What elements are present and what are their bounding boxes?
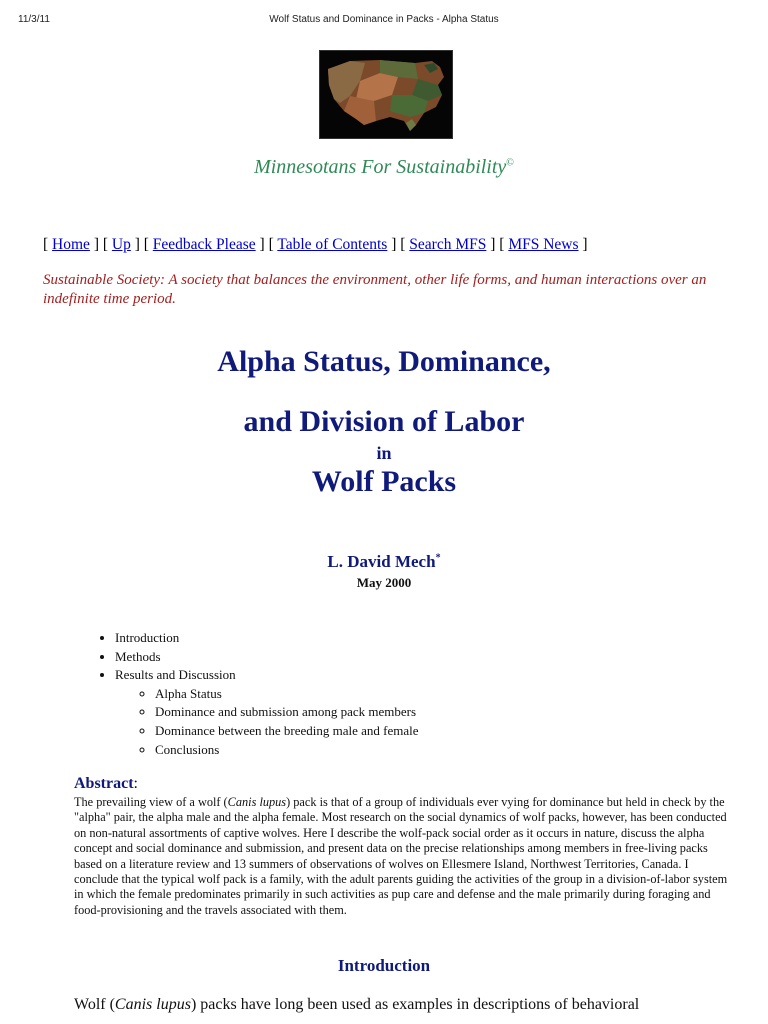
toc-subitem-label[interactable]: Conclusions bbox=[155, 741, 220, 757]
toc-subitem-dominance-breeding[interactable] bbox=[155, 722, 419, 741]
us-map-image bbox=[319, 50, 453, 139]
nav-link-search[interactable]: Search MFS bbox=[409, 236, 487, 253]
toc-item-label[interactable]: Introduction bbox=[115, 630, 180, 645]
author-footnote-mark[interactable]: * bbox=[435, 552, 441, 564]
toc-item-results[interactable] bbox=[115, 666, 419, 759]
nav-link-news[interactable]: MFS News bbox=[508, 236, 579, 253]
toc-subitem-label[interactable]: Dominance and submission among pack members bbox=[155, 704, 417, 720]
abstract-species: Canis lupus bbox=[227, 795, 287, 809]
title-line-3: in bbox=[376, 443, 392, 463]
toc-item-label[interactable]: Results and Discussion bbox=[115, 667, 236, 683]
title-line-2: and Division of Labor bbox=[243, 405, 525, 438]
author-name: L. David Mech bbox=[327, 552, 436, 571]
abstract-part-2: ) pack is that of a group of individuals ever vying for dominance but held in check by the "alpha" pair, the alpha male and the alpha female. Most research on the social dynamics of wolf packs, however, has been conducted on non-natural assortments of captive wolves. Here I describe the wolf-pack social order as it occurs in nature, discuss the alpha concept and social dominance and submission, and present data on the precise relationships among members in free-living packs based on a literature review and 13 summers of observations of wolves on Ellesmere Island, Northwest Territories, Canada. I conclude that the typical wolf pack is a family, with the adult parents guiding the activities of the group in a division-of-labor system in which the female predominates primarily in such activities as pup care and defense and the male primarily during foraging and food-provisioning and the travels associated with them. bbox=[74, 795, 728, 917]
intro-part-2: ) packs have long been used as examples in descriptions of behavioral bbox=[190, 996, 640, 1013]
print-date: 11/3/11 bbox=[18, 14, 50, 25]
toc-item-introduction[interactable] bbox=[115, 629, 419, 648]
publication-date: May 2000 bbox=[356, 575, 412, 590]
abstract-heading bbox=[74, 775, 138, 793]
toc-subitem-conclusions[interactable] bbox=[155, 741, 419, 760]
title-line-4: Wolf Packs bbox=[311, 465, 457, 498]
abstract-text bbox=[74, 795, 728, 918]
toc-item-label[interactable]: Methods bbox=[115, 648, 161, 664]
toc-subitem-label[interactable]: Alpha Status bbox=[155, 685, 222, 701]
abstract-heading-text: Abstract bbox=[74, 775, 134, 792]
toc-subitem-label[interactable]: Dominance between the breeding male and female bbox=[155, 722, 419, 738]
toc-subitem-alpha-status[interactable] bbox=[155, 685, 419, 704]
abstract-colon: : bbox=[133, 775, 138, 792]
intro-part-1: Wolf ( bbox=[74, 996, 115, 1013]
site-name bbox=[0, 156, 768, 179]
nav-link-contents[interactable]: Table of Contents bbox=[277, 236, 388, 253]
abstract-part-1: The prevailing view of a wolf ( bbox=[74, 795, 228, 809]
table-of-contents bbox=[75, 629, 419, 759]
nav-bar: [ Home ] [ Up ] [ Feedback Please ] [ Table of Contents ] [ Search MFS ] [ MFS News ] bbox=[43, 236, 588, 253]
title-line-1: Alpha Status, Dominance, bbox=[217, 345, 551, 378]
article-title bbox=[0, 344, 768, 500]
motto: Sustainable Society: A society that balances the environment, other life forms, and human interactions over an indefinite time period. bbox=[43, 272, 707, 307]
intro-species: Canis lupus bbox=[114, 996, 191, 1013]
author bbox=[0, 552, 768, 572]
toc-subitems bbox=[115, 685, 419, 759]
site-name-text: Minnesotans For Sustainability bbox=[254, 156, 507, 178]
nav-link-home[interactable]: Home bbox=[52, 236, 90, 253]
toc-subitem-dominance-submission[interactable] bbox=[155, 703, 419, 722]
site-mark: © bbox=[506, 157, 514, 169]
toc-item-methods[interactable] bbox=[115, 648, 419, 667]
nav-link-up[interactable]: Up bbox=[111, 236, 131, 253]
print-title: Wolf Status and Dominance in Packs - Alpha Status bbox=[269, 14, 499, 25]
introduction-text bbox=[74, 995, 734, 1015]
introduction-heading: Introduction bbox=[337, 956, 431, 975]
nav-link-feedback[interactable]: Feedback Please bbox=[152, 236, 256, 253]
